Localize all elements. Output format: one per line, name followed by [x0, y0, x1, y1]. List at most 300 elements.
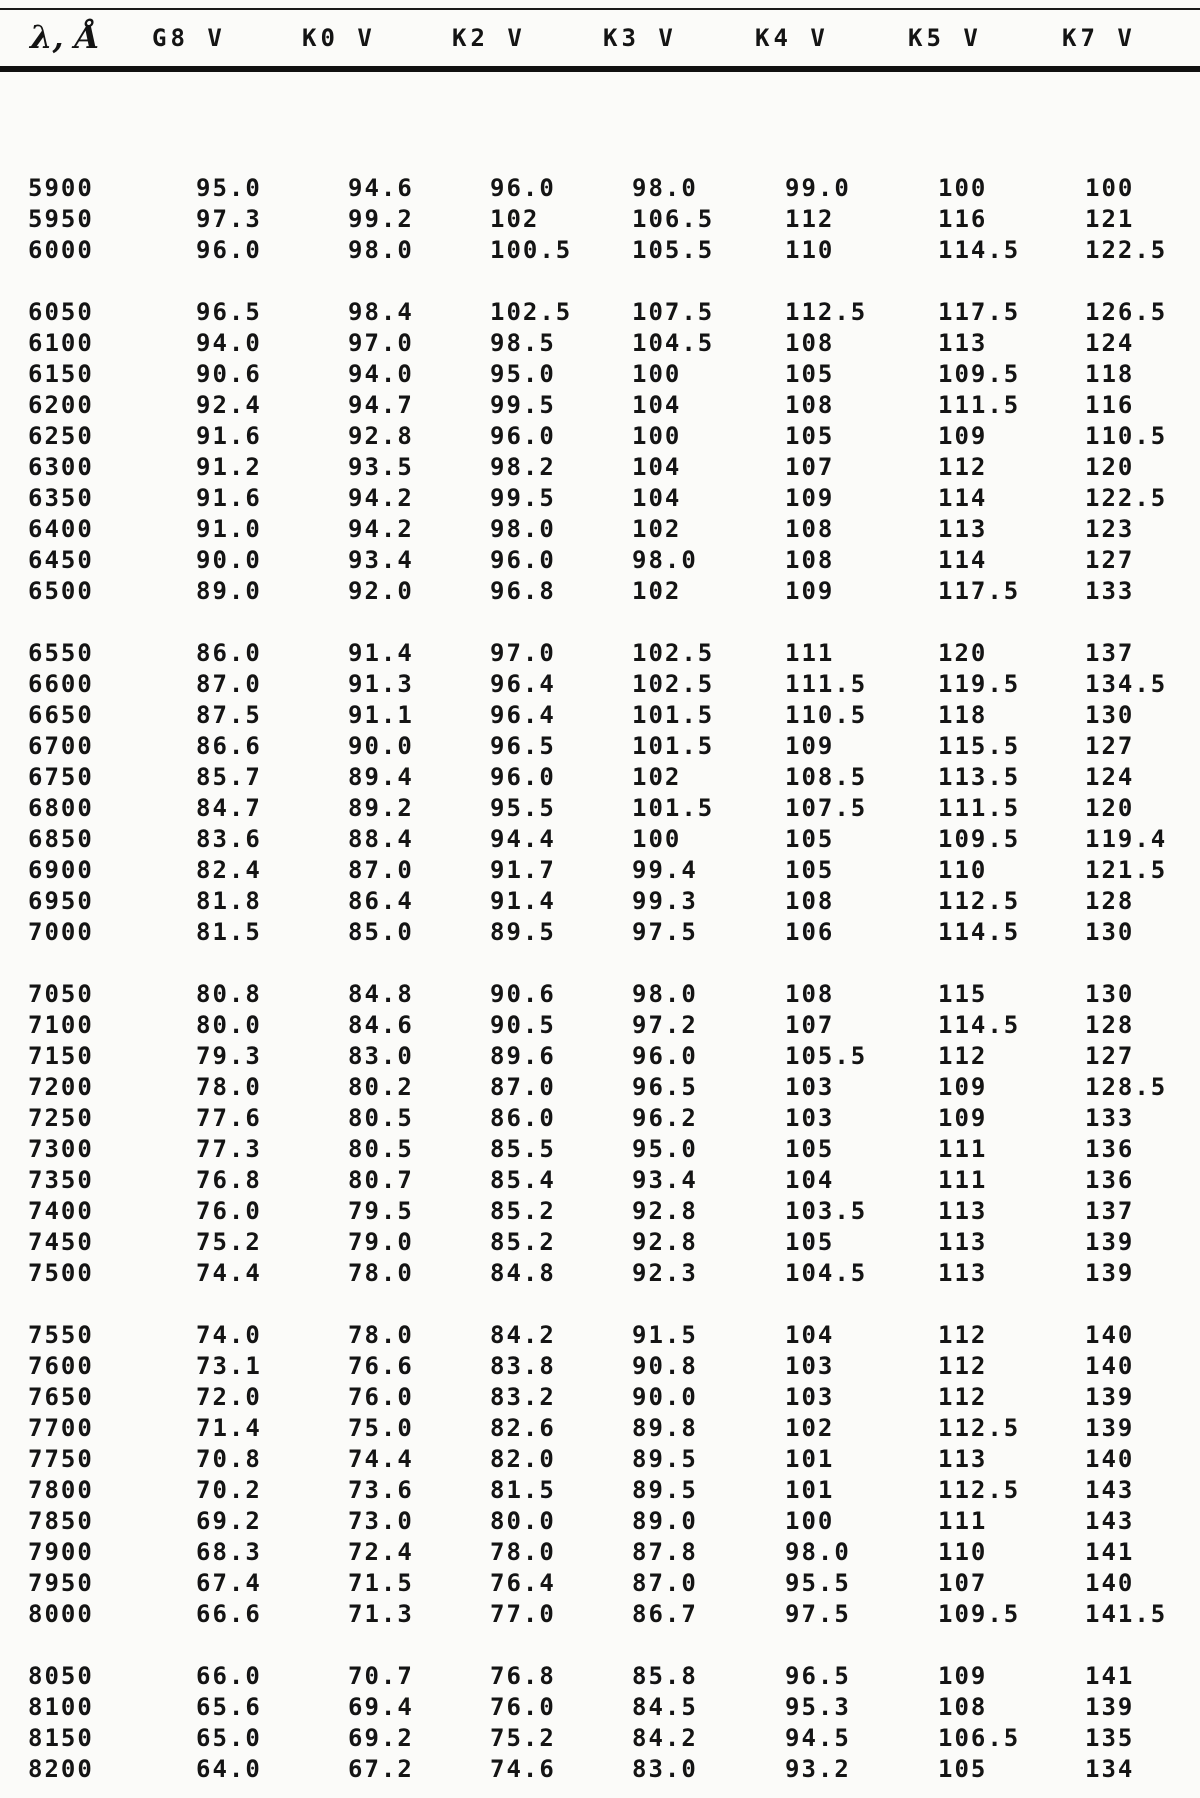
- cell-k4v: 103: [785, 1104, 835, 1132]
- cell-k4v: 107: [785, 1011, 835, 1039]
- cell-wavelength: 7800: [28, 1476, 94, 1504]
- cell-k0v: 86.4: [348, 887, 414, 915]
- cell-k4v: 101: [785, 1445, 835, 1473]
- cell-k2v: 96.0: [490, 174, 556, 202]
- cell-k7v: 118: [1085, 360, 1135, 388]
- cell-k2v: 102.5: [490, 298, 573, 326]
- cell-wavelength: 6950: [28, 887, 94, 915]
- cell-k5v: 113: [938, 1228, 988, 1256]
- cell-k2v: 95.5: [490, 794, 556, 822]
- cell-k4v: 95.3: [785, 1693, 851, 1721]
- table-row: [0, 236, 1200, 267]
- cell-g8v: 95.0: [196, 174, 262, 202]
- table-row: [0, 1538, 1200, 1569]
- cell-k3v: 106.5: [632, 205, 715, 233]
- cell-k0v: 71.3: [348, 1600, 414, 1628]
- cell-k0v: 91.3: [348, 670, 414, 698]
- table-row: [0, 1755, 1200, 1786]
- cell-k4v: 109: [785, 484, 835, 512]
- cell-wavelength: 7450: [28, 1228, 94, 1256]
- cell-k2v: 78.0: [490, 1538, 556, 1566]
- cell-k7v: 143: [1085, 1476, 1135, 1504]
- cell-k5v: 112: [938, 1352, 988, 1380]
- cell-k0v: 92.0: [348, 577, 414, 605]
- cell-g8v: 77.3: [196, 1135, 262, 1163]
- cell-k7v: 121.5: [1085, 856, 1168, 884]
- table-row: [0, 546, 1200, 577]
- cell-g8v: 74.4: [196, 1259, 262, 1287]
- cell-k2v: 96.0: [490, 763, 556, 791]
- cell-k3v: 89.5: [632, 1445, 698, 1473]
- cell-wavelength: 6100: [28, 329, 94, 357]
- cell-g8v: 96.0: [196, 236, 262, 264]
- cell-g8v: 90.6: [196, 360, 262, 388]
- table-row: [0, 360, 1200, 391]
- cell-wavelength: 6700: [28, 732, 94, 760]
- cell-k0v: 93.4: [348, 546, 414, 574]
- cell-k5v: 111: [938, 1507, 988, 1535]
- cell-k3v: 100: [632, 825, 682, 853]
- cell-k3v: 97.2: [632, 1011, 698, 1039]
- cell-k0v: 67.2: [348, 1755, 414, 1783]
- cell-k7v: 120: [1085, 794, 1135, 822]
- cell-k2v: 84.8: [490, 1259, 556, 1287]
- cell-k0v: 90.0: [348, 732, 414, 760]
- cell-k0v: 80.7: [348, 1166, 414, 1194]
- cell-g8v: 78.0: [196, 1073, 262, 1101]
- cell-k2v: 77.0: [490, 1600, 556, 1628]
- cell-k2v: 86.0: [490, 1104, 556, 1132]
- cell-k5v: 108: [938, 1693, 988, 1721]
- header-k2v: K2 V: [452, 24, 526, 52]
- cell-k5v: 113: [938, 1197, 988, 1225]
- cell-k7v: 135: [1085, 1724, 1135, 1752]
- cell-k4v: 105: [785, 360, 835, 388]
- cell-k5v: 110: [938, 1538, 988, 1566]
- cell-k5v: 112.5: [938, 1414, 1021, 1442]
- cell-k2v: 95.0: [490, 360, 556, 388]
- cell-k7v: 119.4: [1085, 825, 1168, 853]
- cell-k0v: 76.6: [348, 1352, 414, 1380]
- table-row: [0, 1259, 1200, 1290]
- cell-g8v: 84.7: [196, 794, 262, 822]
- cell-k2v: 85.4: [490, 1166, 556, 1194]
- cell-wavelength: 8200: [28, 1755, 94, 1783]
- table-row: [0, 1414, 1200, 1445]
- cell-k5v: 117.5: [938, 298, 1021, 326]
- cell-k5v: 112: [938, 1383, 988, 1411]
- cell-k2v: 76.8: [490, 1662, 556, 1690]
- header-k5v: K5 V: [908, 24, 982, 52]
- table-row: [0, 1662, 1200, 1693]
- cell-wavelength: 6600: [28, 670, 94, 698]
- cell-g8v: 67.4: [196, 1569, 262, 1597]
- cell-g8v: 69.2: [196, 1507, 262, 1535]
- cell-g8v: 89.0: [196, 577, 262, 605]
- cell-k5v: 106.5: [938, 1724, 1021, 1752]
- cell-wavelength: 6750: [28, 763, 94, 791]
- cell-k5v: 109: [938, 1662, 988, 1690]
- cell-k3v: 98.0: [632, 980, 698, 1008]
- cell-g8v: 91.2: [196, 453, 262, 481]
- cell-k2v: 99.5: [490, 391, 556, 419]
- cell-k7v: 127: [1085, 546, 1135, 574]
- cell-k0v: 99.2: [348, 205, 414, 233]
- cell-k4v: 105: [785, 422, 835, 450]
- cell-k3v: 93.4: [632, 1166, 698, 1194]
- cell-k2v: 98.5: [490, 329, 556, 357]
- cell-wavelength: 8150: [28, 1724, 94, 1752]
- cell-k7v: 141.5: [1085, 1600, 1168, 1628]
- cell-wavelength: 6200: [28, 391, 94, 419]
- cell-k4v: 108: [785, 515, 835, 543]
- cell-k4v: 105: [785, 825, 835, 853]
- cell-wavelength: 6400: [28, 515, 94, 543]
- table-row: [0, 1011, 1200, 1042]
- cell-k2v: 76.0: [490, 1693, 556, 1721]
- cell-k3v: 87.8: [632, 1538, 698, 1566]
- cell-k4v: 104: [785, 1166, 835, 1194]
- cell-k5v: 114.5: [938, 918, 1021, 946]
- cell-k7v: 140: [1085, 1352, 1135, 1380]
- cell-k3v: 101.5: [632, 701, 715, 729]
- table-row: [0, 329, 1200, 360]
- cell-wavelength: 6450: [28, 546, 94, 574]
- cell-k3v: 96.0: [632, 1042, 698, 1070]
- cell-k7v: 139: [1085, 1383, 1135, 1411]
- cell-wavelength: 7350: [28, 1166, 94, 1194]
- cell-k4v: 105: [785, 856, 835, 884]
- cell-k3v: 102.5: [632, 670, 715, 698]
- cell-k0v: 79.5: [348, 1197, 414, 1225]
- cell-g8v: 97.3: [196, 205, 262, 233]
- cell-k4v: 106: [785, 918, 835, 946]
- cell-wavelength: 6150: [28, 360, 94, 388]
- table-row: [0, 887, 1200, 918]
- cell-g8v: 65.0: [196, 1724, 262, 1752]
- cell-k4v: 110: [785, 236, 835, 264]
- table-row: [0, 639, 1200, 670]
- cell-wavelength: 6350: [28, 484, 94, 512]
- cell-k0v: 74.4: [348, 1445, 414, 1473]
- cell-wavelength: 7900: [28, 1538, 94, 1566]
- cell-k3v: 100: [632, 422, 682, 450]
- cell-k0v: 92.8: [348, 422, 414, 450]
- cell-k5v: 113: [938, 515, 988, 543]
- cell-g8v: 85.7: [196, 763, 262, 791]
- cell-k4v: 112.5: [785, 298, 868, 326]
- cell-g8v: 96.5: [196, 298, 262, 326]
- cell-k2v: 82.6: [490, 1414, 556, 1442]
- cell-wavelength: 5900: [28, 174, 94, 202]
- cell-wavelength: 7400: [28, 1197, 94, 1225]
- cell-k5v: 112.5: [938, 1476, 1021, 1504]
- cell-k3v: 98.0: [632, 546, 698, 574]
- cell-k0v: 69.4: [348, 1693, 414, 1721]
- cell-k2v: 96.0: [490, 546, 556, 574]
- cell-g8v: 71.4: [196, 1414, 262, 1442]
- cell-k3v: 102: [632, 577, 682, 605]
- cell-k3v: 100: [632, 360, 682, 388]
- cell-g8v: 74.0: [196, 1321, 262, 1349]
- cell-k2v: 81.5: [490, 1476, 556, 1504]
- cell-wavelength: 7150: [28, 1042, 94, 1070]
- cell-k3v: 102.5: [632, 639, 715, 667]
- cell-k7v: 137: [1085, 639, 1135, 667]
- cell-k0v: 72.4: [348, 1538, 414, 1566]
- cell-g8v: 65.6: [196, 1693, 262, 1721]
- cell-g8v: 64.0: [196, 1755, 262, 1783]
- table-row: [0, 422, 1200, 453]
- cell-k5v: 118: [938, 701, 988, 729]
- cell-k3v: 99.4: [632, 856, 698, 884]
- cell-k7v: 126.5: [1085, 298, 1168, 326]
- table-row: [0, 980, 1200, 1011]
- cell-k5v: 115: [938, 980, 988, 1008]
- cell-k3v: 90.0: [632, 1383, 698, 1411]
- cell-k0v: 83.0: [348, 1042, 414, 1070]
- cell-k4v: 110.5: [785, 701, 868, 729]
- cell-g8v: 94.0: [196, 329, 262, 357]
- cell-wavelength: 6300: [28, 453, 94, 481]
- cell-k3v: 104: [632, 453, 682, 481]
- header-k7v: K7 V: [1062, 24, 1136, 52]
- cell-k2v: 87.0: [490, 1073, 556, 1101]
- cell-k0v: 78.0: [348, 1321, 414, 1349]
- table-row: [0, 391, 1200, 422]
- cell-k0v: 93.5: [348, 453, 414, 481]
- cell-k4v: 101: [785, 1476, 835, 1504]
- cell-k2v: 74.6: [490, 1755, 556, 1783]
- cell-k2v: 84.2: [490, 1321, 556, 1349]
- cell-k5v: 112.5: [938, 887, 1021, 915]
- cell-k2v: 99.5: [490, 484, 556, 512]
- cell-k3v: 101.5: [632, 732, 715, 760]
- cell-k4v: 94.5: [785, 1724, 851, 1752]
- cell-k5v: 120: [938, 639, 988, 667]
- cell-k2v: 83.2: [490, 1383, 556, 1411]
- cell-k4v: 108: [785, 546, 835, 574]
- cell-k5v: 113: [938, 1259, 988, 1287]
- cell-k5v: 117.5: [938, 577, 1021, 605]
- cell-k2v: 85.2: [490, 1197, 556, 1225]
- cell-k4v: 103: [785, 1073, 835, 1101]
- cell-k5v: 109: [938, 1073, 988, 1101]
- cell-wavelength: 5950: [28, 205, 94, 233]
- cell-wavelength: 7300: [28, 1135, 94, 1163]
- cell-wavelength: 6850: [28, 825, 94, 853]
- cell-k2v: 90.5: [490, 1011, 556, 1039]
- cell-g8v: 91.6: [196, 484, 262, 512]
- cell-k0v: 73.6: [348, 1476, 414, 1504]
- cell-g8v: 86.0: [196, 639, 262, 667]
- cell-k7v: 122.5: [1085, 484, 1168, 512]
- cell-wavelength: 7050: [28, 980, 94, 1008]
- table-row: [0, 856, 1200, 887]
- cell-k3v: 89.0: [632, 1507, 698, 1535]
- cell-k3v: 102: [632, 515, 682, 543]
- cell-k5v: 112: [938, 1042, 988, 1070]
- table-row: [0, 484, 1200, 515]
- cell-g8v: 76.0: [196, 1197, 262, 1225]
- cell-k2v: 83.8: [490, 1352, 556, 1380]
- cell-k5v: 113: [938, 329, 988, 357]
- cell-k4v: 105: [785, 1135, 835, 1163]
- cell-k4v: 109: [785, 577, 835, 605]
- cell-k2v: 96.8: [490, 577, 556, 605]
- cell-k2v: 102: [490, 205, 540, 233]
- cell-k4v: 103: [785, 1383, 835, 1411]
- cell-k3v: 104.5: [632, 329, 715, 357]
- cell-wavelength: 6900: [28, 856, 94, 884]
- cell-k5v: 109: [938, 1104, 988, 1132]
- cell-g8v: 91.6: [196, 422, 262, 450]
- cell-k7v: 141: [1085, 1538, 1135, 1566]
- cell-k0v: 89.2: [348, 794, 414, 822]
- cell-k4v: 98.0: [785, 1538, 851, 1566]
- cell-k3v: 101.5: [632, 794, 715, 822]
- table-row: [0, 1445, 1200, 1476]
- cell-g8v: 83.6: [196, 825, 262, 853]
- cell-k4v: 95.5: [785, 1569, 851, 1597]
- cell-k2v: 91.7: [490, 856, 556, 884]
- cell-k7v: 134.5: [1085, 670, 1168, 698]
- cell-g8v: 90.0: [196, 546, 262, 574]
- table-row: [0, 794, 1200, 825]
- cell-k4v: 105: [785, 1228, 835, 1256]
- cell-k4v: 108: [785, 980, 835, 1008]
- table-row: [0, 453, 1200, 484]
- cell-k0v: 84.6: [348, 1011, 414, 1039]
- header-k3v: K3 V: [603, 24, 677, 52]
- cell-wavelength: 6250: [28, 422, 94, 450]
- cell-k4v: 105.5: [785, 1042, 868, 1070]
- header-g8v: G8 V: [152, 24, 226, 52]
- cell-k7v: 116: [1085, 391, 1135, 419]
- cell-k7v: 128: [1085, 1011, 1135, 1039]
- cell-wavelength: 6000: [28, 236, 94, 264]
- cell-k2v: 90.6: [490, 980, 556, 1008]
- cell-wavelength: 6500: [28, 577, 94, 605]
- cell-k7v: 128: [1085, 887, 1135, 915]
- cell-k3v: 95.0: [632, 1135, 698, 1163]
- cell-k0v: 75.0: [348, 1414, 414, 1442]
- cell-k5v: 114.5: [938, 236, 1021, 264]
- cell-wavelength: 7200: [28, 1073, 94, 1101]
- cell-wavelength: 7550: [28, 1321, 94, 1349]
- cell-k3v: 86.7: [632, 1600, 698, 1628]
- cell-k7v: 123: [1085, 515, 1135, 543]
- table-row: [0, 1569, 1200, 1600]
- cell-k4v: 104.5: [785, 1259, 868, 1287]
- cell-k3v: 84.2: [632, 1724, 698, 1752]
- cell-g8v: 92.4: [196, 391, 262, 419]
- cell-k0v: 85.0: [348, 918, 414, 946]
- cell-k7v: 133: [1085, 577, 1135, 605]
- cell-wavelength: 7500: [28, 1259, 94, 1287]
- cell-k0v: 97.0: [348, 329, 414, 357]
- cell-g8v: 87.5: [196, 701, 262, 729]
- table-row: [0, 918, 1200, 949]
- cell-g8v: 73.1: [196, 1352, 262, 1380]
- cell-k7v: 130: [1085, 701, 1135, 729]
- cell-k5v: 111: [938, 1166, 988, 1194]
- cell-k7v: 143: [1085, 1507, 1135, 1535]
- cell-k3v: 83.0: [632, 1755, 698, 1783]
- table-row: [0, 732, 1200, 763]
- cell-g8v: 81.5: [196, 918, 262, 946]
- cell-wavelength: 8050: [28, 1662, 94, 1690]
- cell-k3v: 107.5: [632, 298, 715, 326]
- cell-k3v: 92.8: [632, 1197, 698, 1225]
- cell-k2v: 91.4: [490, 887, 556, 915]
- cell-k4v: 103.5: [785, 1197, 868, 1225]
- cell-k2v: 96.4: [490, 670, 556, 698]
- cell-wavelength: 7700: [28, 1414, 94, 1442]
- cell-wavelength: 8000: [28, 1600, 94, 1628]
- cell-g8v: 76.8: [196, 1166, 262, 1194]
- cell-k4v: 111.5: [785, 670, 868, 698]
- cell-k5v: 109.5: [938, 360, 1021, 388]
- cell-k0v: 71.5: [348, 1569, 414, 1597]
- cell-k7v: 136: [1085, 1135, 1135, 1163]
- cell-k2v: 96.5: [490, 732, 556, 760]
- cell-g8v: 87.0: [196, 670, 262, 698]
- cell-k3v: 84.5: [632, 1693, 698, 1721]
- table-row: [0, 298, 1200, 329]
- cell-k0v: 70.7: [348, 1662, 414, 1690]
- cell-k4v: 93.2: [785, 1755, 851, 1783]
- cell-k5v: 109.5: [938, 825, 1021, 853]
- cell-g8v: 70.8: [196, 1445, 262, 1473]
- cell-k7v: 140: [1085, 1569, 1135, 1597]
- cell-k4v: 104: [785, 1321, 835, 1349]
- table-row: [0, 577, 1200, 608]
- cell-k3v: 96.2: [632, 1104, 698, 1132]
- cell-k3v: 96.5: [632, 1073, 698, 1101]
- cell-k7v: 127: [1085, 732, 1135, 760]
- cell-k7v: 134: [1085, 1755, 1135, 1783]
- header-k0v: K0 V: [302, 24, 376, 52]
- cell-k0v: 89.4: [348, 763, 414, 791]
- cell-k7v: 130: [1085, 918, 1135, 946]
- cell-wavelength: 7850: [28, 1507, 94, 1535]
- cell-k5v: 110: [938, 856, 988, 884]
- cell-k0v: 94.7: [348, 391, 414, 419]
- table-row: [0, 1724, 1200, 1755]
- table-row: [0, 670, 1200, 701]
- cell-wavelength: 7000: [28, 918, 94, 946]
- table-row: [0, 1073, 1200, 1104]
- cell-g8v: 77.6: [196, 1104, 262, 1132]
- cell-k7v: 120: [1085, 453, 1135, 481]
- cell-k4v: 100: [785, 1507, 835, 1535]
- cell-k0v: 73.0: [348, 1507, 414, 1535]
- cell-wavelength: 6650: [28, 701, 94, 729]
- cell-k0v: 80.2: [348, 1073, 414, 1101]
- cell-wavelength: 7250: [28, 1104, 94, 1132]
- cell-k2v: 85.5: [490, 1135, 556, 1163]
- cell-k5v: 112: [938, 453, 988, 481]
- cell-k3v: 102: [632, 763, 682, 791]
- cell-k5v: 111: [938, 1135, 988, 1163]
- cell-k0v: 94.2: [348, 484, 414, 512]
- cell-wavelength: 7600: [28, 1352, 94, 1380]
- cell-k3v: 90.8: [632, 1352, 698, 1380]
- cell-k5v: 112: [938, 1321, 988, 1349]
- cell-g8v: 80.0: [196, 1011, 262, 1039]
- cell-k3v: 89.5: [632, 1476, 698, 1504]
